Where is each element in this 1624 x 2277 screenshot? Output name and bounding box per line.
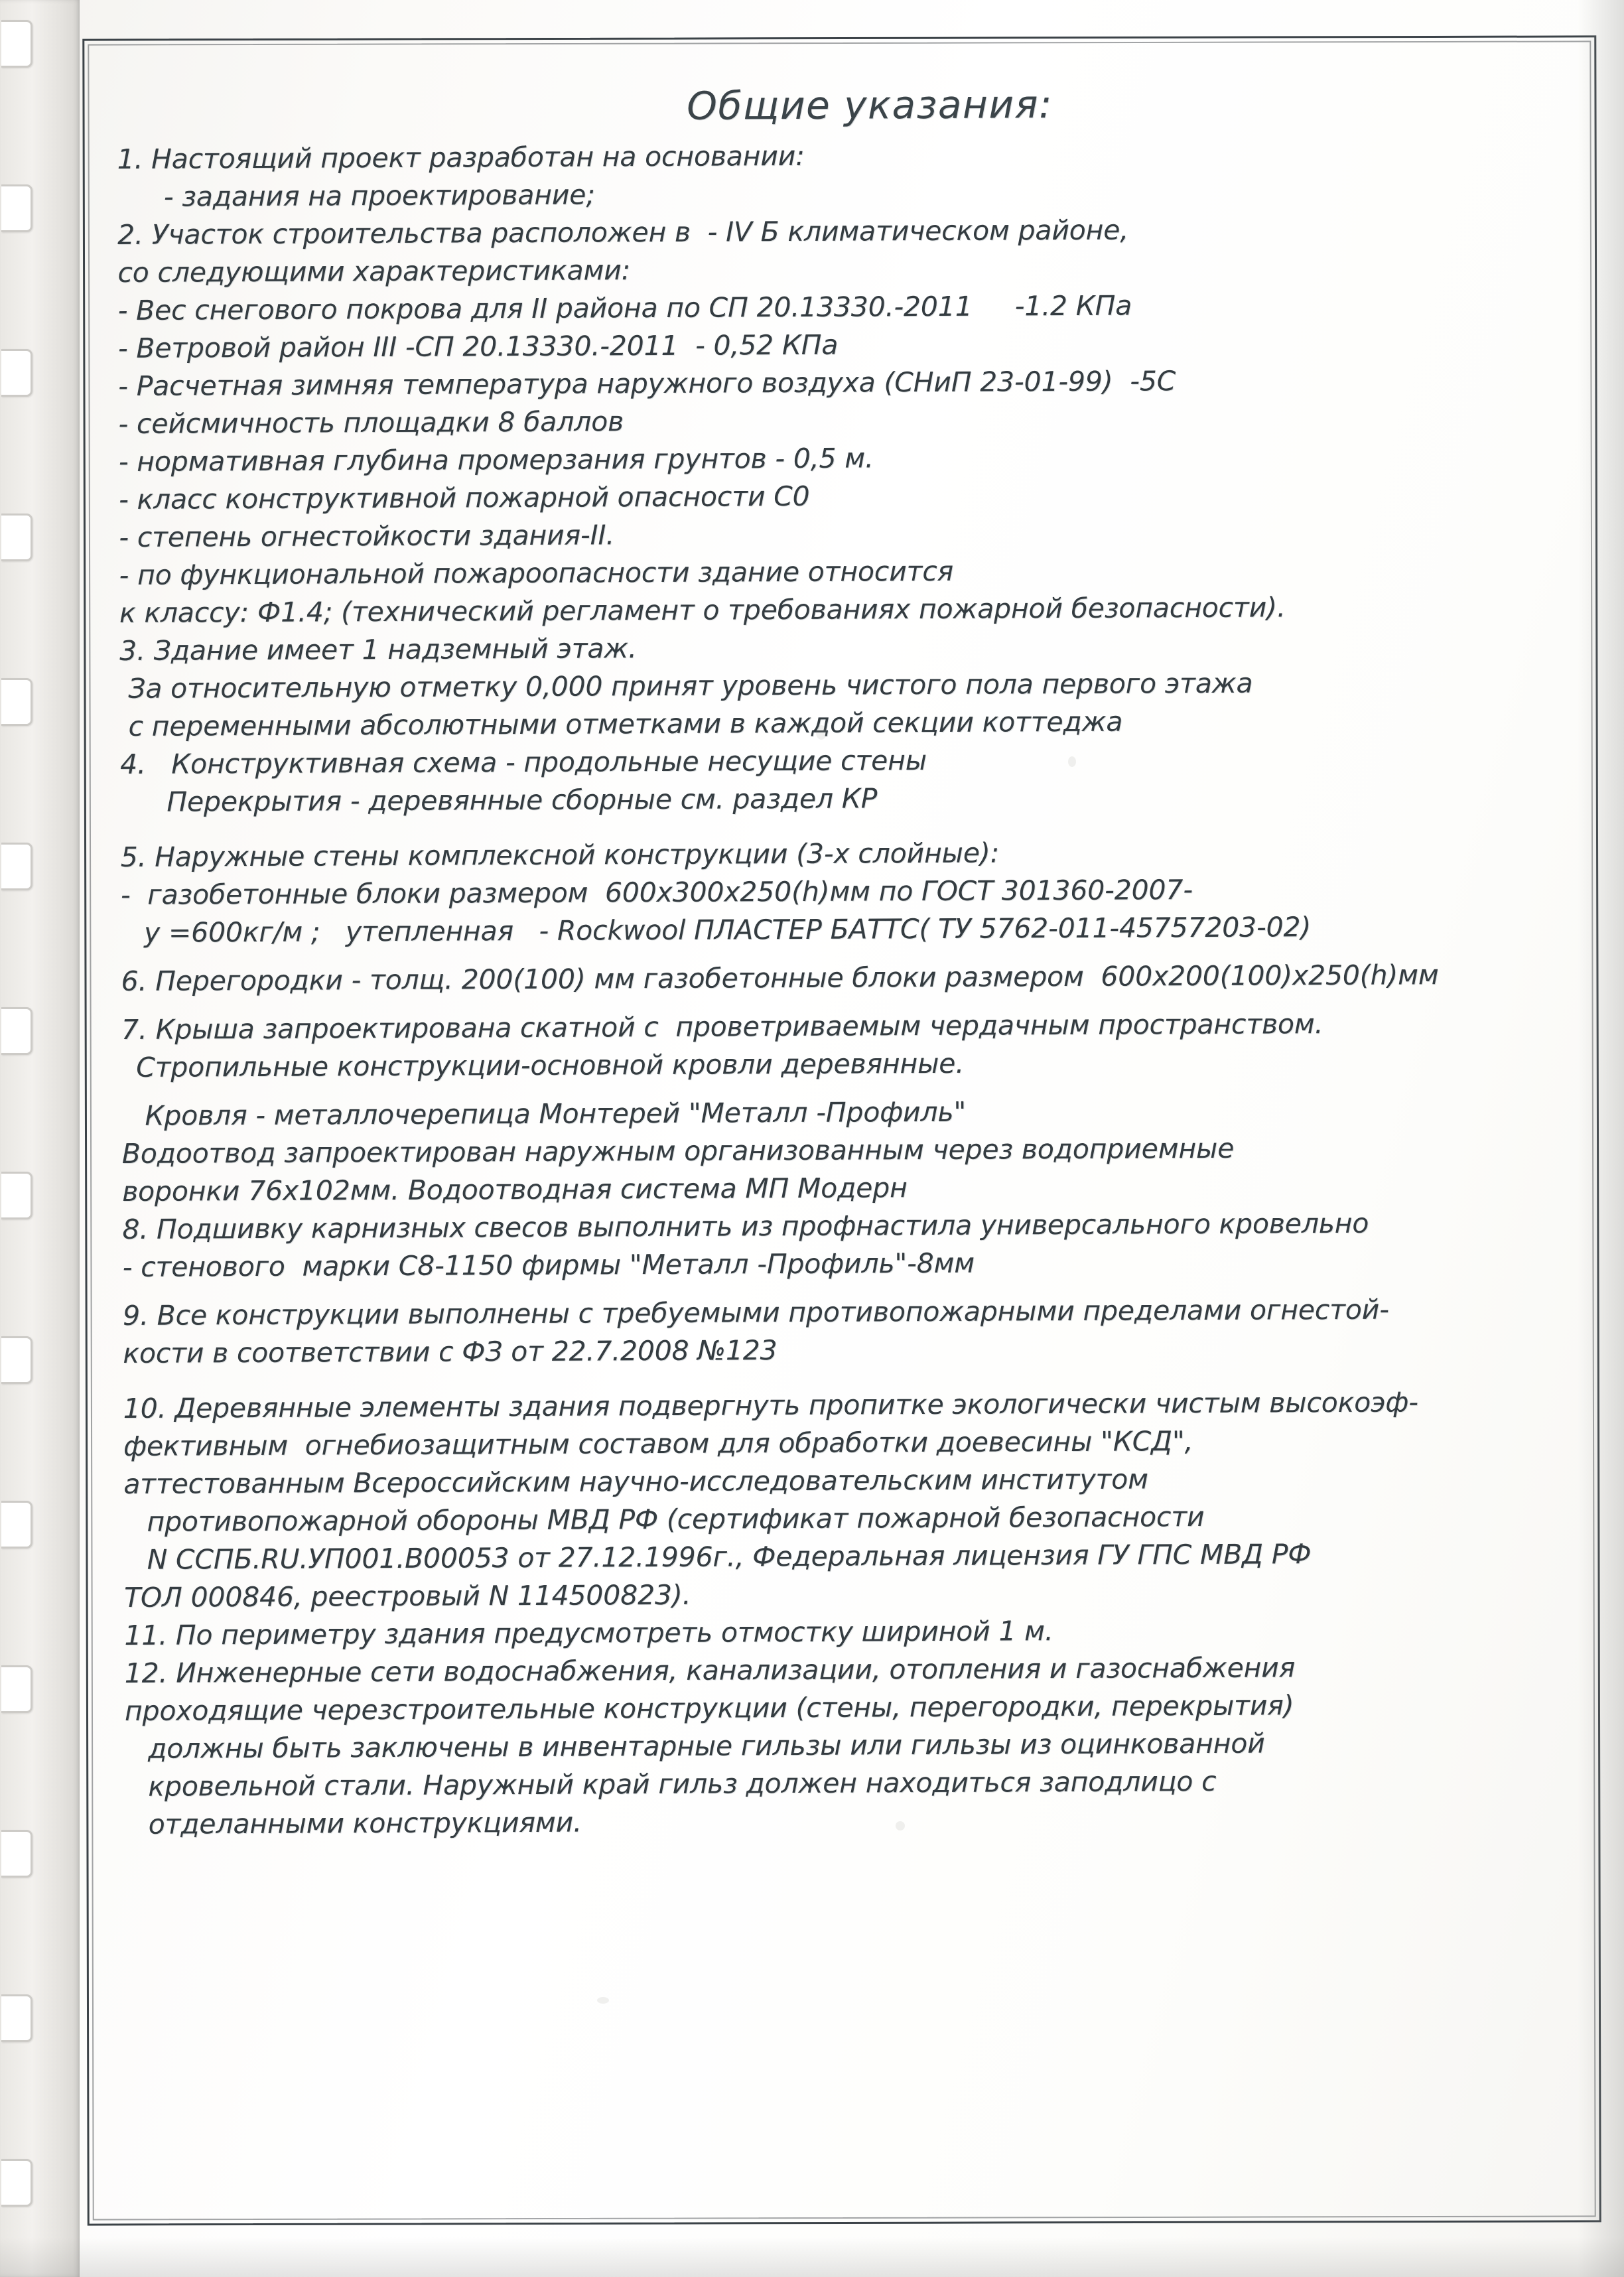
notes-line: 7. Крыша запроектирована скатной с проветриваемым чердачным пространством.	[121, 1008, 1323, 1046]
notes-line: 12. Инженерные сети водоснабжения, канализации, отопления и газоснабжения	[124, 1651, 1296, 1689]
notes-line: кровельной стали. Наружный край гильз должен находиться заподлицо с	[139, 1765, 1217, 1803]
punch-hole	[1, 1994, 33, 2042]
notes-line: Перекрытия - деревянные сборные см. раздел КР	[167, 782, 878, 818]
notes-line: - степень огнестойкости здания-II.	[119, 519, 615, 553]
punch-hole	[1, 514, 33, 561]
notes-line: проходящие черезстроительные конструкции (стены, перегородки, перекрытия)	[124, 1689, 1294, 1727]
notes-line: 9. Все конструкции выполнены с требуемыми противопожарными пределами огнестой-	[122, 1293, 1389, 1332]
notes-line: отделанными конструкциями.	[139, 1806, 582, 1840]
binding-strip	[0, 0, 80, 2277]
notes-line: аттестованным Всероссийским научно-исследовательским институтом	[123, 1463, 1148, 1500]
notes-line: к классу: Ф1.4; (технический регламент о требованиях пожарной безопасности).	[119, 591, 1286, 629]
punch-hole	[1, 678, 33, 726]
punch-hole	[1, 1665, 33, 1713]
punch-hole	[1, 349, 33, 397]
notes-line: противопожарной обороны МВД РФ (сертификат пожарной безопасности	[138, 1501, 1205, 1538]
punch-hole	[1, 1336, 33, 1384]
notes-line: - Вес снегового покрова для II района по СП 20.13330.-2011 -1.2 КПа	[117, 289, 1132, 326]
notes-line: воронки 76х102мм. Водоотводная система МП Модерн	[122, 1172, 908, 1208]
notes-line: 5. Наружные стены комплексной конструкции (3-х слойные):	[120, 837, 1000, 873]
notes-line: - нормативная глубина промерзания грунтов - 0,5 м.	[118, 442, 874, 478]
notes-line: со следующими характеристиками:	[117, 254, 631, 289]
notes-line: ТОЛ 000846, реестровый N 114500823).	[124, 1578, 691, 1614]
notes-line: N ССПБ.RU.УП001.В00053 от 27.12.1996г., Федеральная лицензия ГУ ГПС МВД РФ	[138, 1538, 1312, 1576]
punch-hole	[1, 2159, 33, 2207]
notes-line: 4. Конструктивная схема - продольные несущие стены	[119, 744, 927, 780]
notes-line: - стенового марки С8-1150 фирмы "Металл -Профиль"-8мм	[122, 1247, 975, 1283]
notes-line: - по функциональной пожароопасности здание относится	[119, 555, 954, 591]
notes-line-list	[117, 133, 1572, 1844]
notes-line: Стропильные конструкции-основной кровли деревянные.	[136, 1047, 965, 1083]
punch-hole	[1, 1007, 33, 1055]
punch-hole	[1, 184, 33, 232]
punch-hole	[1, 843, 33, 890]
notes-line: - класс конструктивной пожарной опасности С0	[118, 480, 810, 516]
notes-line: y =600кг/м ; утепленная - Rockwool ПЛАСТЕР БАТТС( ТУ 5762-011-45757203-02)	[135, 911, 1312, 949]
notes-line: фективным огнебиозащитным составом для обработки доевесины "КСД",	[123, 1425, 1193, 1462]
notes-line: - Ветровой район III -СП 20.13330.-2011 - 0,52 КПа	[117, 328, 839, 364]
notes-line: Водоотвод запроектирован наружным организованным через водоприемные	[121, 1132, 1235, 1170]
notes-line: 11. По периметру здания предусмотреть отмостку шириной 1 м.	[124, 1615, 1053, 1651]
notes-line: 8. Подшивку карнизных свесов выполнить из профнастила универсального кровельно	[122, 1207, 1369, 1245]
notes-line: - задания на проектирование;	[163, 178, 595, 213]
page-title: Общие указания:	[687, 82, 1053, 129]
notes-line: - сейсмичность площадки 8 баллов	[118, 405, 624, 440]
general-notes-body	[117, 79, 1572, 1844]
notes-line: 10. Деревянные элементы здания подвергнуть пропитке экологически чистым высокоэф-	[123, 1386, 1418, 1424]
notes-line: 6. Перегородки - толщ. 200(100) мм газобетонные блоки размером 600х200(100)х250(h)мм	[121, 959, 1439, 997]
notes-line: должны быть заключены в инвентарные гильзы или гильзы из оцинкованной	[139, 1727, 1265, 1765]
notes-line: За относительную отметку 0,000 принят уровень чистого пола первого этажа	[119, 667, 1253, 705]
notes-line: Кровля - металлочерепица Монтерей "Металл -Профиль"	[136, 1095, 967, 1132]
punch-hole	[1, 20, 33, 68]
notes-line: 1. Настоящий проект разработан на основании:	[117, 139, 805, 175]
notes-line: с переменными абсолютными отметками в каждой секции коттеджа	[119, 705, 1123, 742]
notes-line: - газобетонные блоки размером 600х300х250(h)мм по ГОСТ 301360-2007-	[120, 874, 1193, 911]
punch-hole	[1, 1830, 33, 1878]
notes-line: - Расчетная зимняя температура наружного воздуха (СНиП 23-01-99) -5С	[118, 365, 1176, 402]
notes-line: 3. Здание имеет 1 надземный этаж.	[119, 632, 637, 667]
notes-line: кости в соответствии с ФЗ от 22.7.2008 №123	[123, 1334, 778, 1369]
punch-hole	[1, 1501, 33, 1549]
notes-line: 2. Участок строительства расположен в - IV Б климатическом районе,	[117, 214, 1129, 251]
punch-hole	[1, 1172, 33, 1219]
